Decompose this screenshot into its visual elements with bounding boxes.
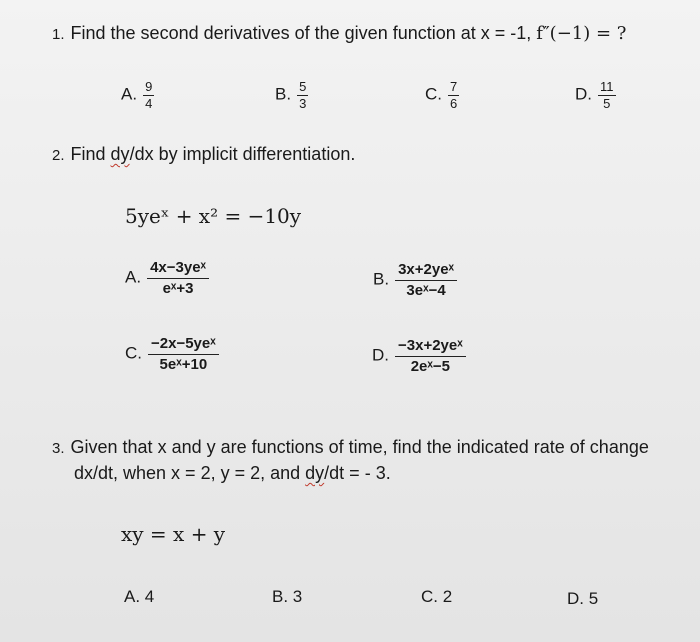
question-3-line-1-text: Given that x and y are functions of time, find the indicated rate of change [70, 437, 649, 457]
q1-option-c-denominator: 6 [450, 95, 458, 111]
q3-option-b[interactable]: B. 3 [272, 587, 303, 606]
q2-option-d-denominator: 2eˣ−5 [410, 357, 450, 375]
q1-option-c[interactable] [425, 80, 459, 110]
q1-option-b-letter: B. [275, 84, 292, 104]
question-3-equation: xy = x + y [121, 522, 226, 546]
question-2-number: 2. [52, 147, 65, 164]
question-3-line-1 [52, 437, 649, 458]
q1-option-b-denominator: 3 [299, 95, 307, 111]
q1-option-d[interactable] [575, 80, 616, 110]
q3-option-d[interactable]: D. 5 [567, 589, 599, 608]
question-3-line-2-after: /dt = - 3. [324, 463, 391, 483]
q1-option-d-denominator: 5 [603, 95, 611, 111]
question-1-text: Find the second derivatives of the given function at x = -1, [70, 23, 537, 43]
question-2-text-underlined: dy [110, 144, 130, 164]
question-3-line-2-before: dx/dt, when x = 2, y = 2, and [74, 463, 306, 483]
question-1-prompt [52, 23, 626, 44]
q1-option-d-letter: D. [575, 84, 592, 104]
q2-option-a-numerator: 4x−3yeˣ [147, 260, 209, 279]
question-2-prompt [52, 144, 355, 165]
q2-option-a-denominator: eˣ+3 [162, 279, 194, 297]
q1-option-c-numerator: 7 [450, 79, 458, 94]
q3-option-a[interactable]: A. 4 [124, 587, 155, 606]
q2-option-c-numerator: −2x−5yeˣ [148, 336, 219, 355]
q1-option-d-numerator: 11 [600, 79, 614, 94]
q1-option-c-letter: C. [425, 84, 442, 104]
question-2-text-after: /dx by implicit differentiation. [129, 144, 356, 164]
q2-option-c[interactable] [125, 336, 219, 373]
question-1-number: 1. [52, 26, 65, 43]
q2-option-b-denominator: 3eˣ−4 [406, 281, 446, 299]
q2-option-d[interactable] [372, 338, 466, 375]
question-1-math: f″(−1) = ? [536, 23, 627, 44]
q1-option-b[interactable] [275, 80, 308, 110]
q2-option-b-letter: B. [373, 269, 390, 289]
q1-option-a-denominator: 4 [145, 95, 153, 111]
q2-option-b[interactable] [373, 262, 457, 299]
question-3-line-2-underlined: dy [305, 463, 325, 483]
q2-option-c-letter: C. [125, 343, 142, 363]
question-3-line-2 [74, 463, 391, 484]
q1-option-a-letter: A. [121, 84, 138, 104]
q1-option-b-numerator: 5 [299, 79, 307, 94]
q1-option-a-numerator: 9 [145, 79, 153, 94]
q1-option-a[interactable] [121, 80, 154, 110]
question-2-equation: 5yeˣ + x² = −10y [125, 204, 302, 228]
q2-option-b-numerator: 3x+2yeˣ [395, 262, 457, 281]
question-2-text-before: Find [70, 144, 111, 164]
q3-option-c[interactable]: C. 2 [421, 587, 453, 606]
q2-option-a-letter: A. [125, 267, 142, 287]
q2-option-a[interactable] [125, 260, 209, 297]
q2-option-d-numerator: −3x+2yeˣ [395, 338, 466, 357]
question-3-number: 3. [52, 440, 65, 457]
q2-option-c-denominator: 5eˣ+10 [159, 355, 208, 373]
q2-option-d-letter: D. [372, 345, 389, 365]
